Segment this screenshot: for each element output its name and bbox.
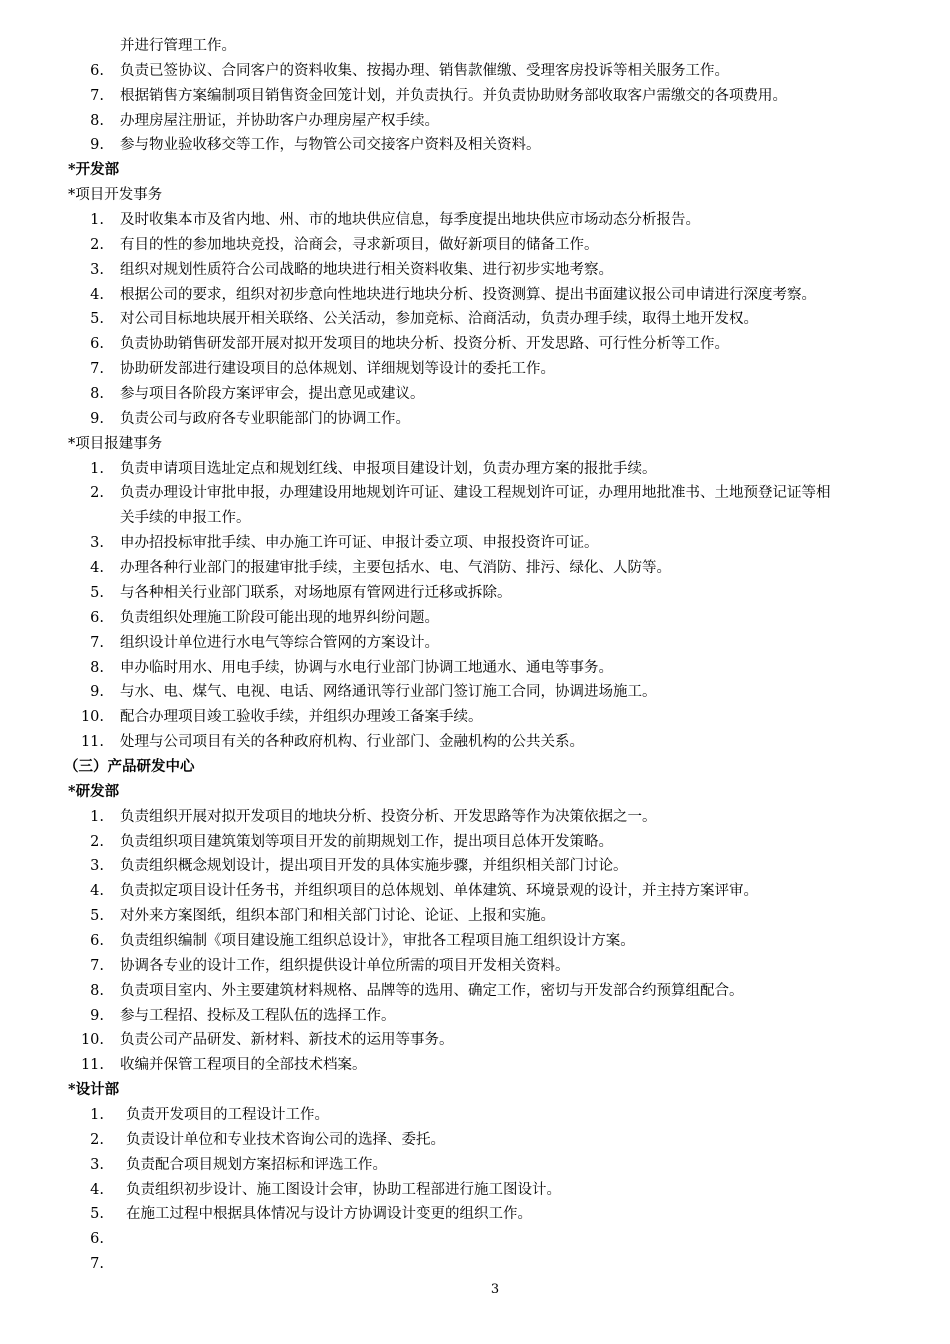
list-item-text: 负责组织编制《项目建设施工组织总设计》，审批各工程项目施工组织设计方案。	[120, 933, 635, 949]
list-item	[0, 906, 950, 926]
continuation-text: 并进行管理工作。	[120, 38, 236, 54]
list-item-text: 办理房屋注册证，并协助客户办理房屋产权手续。	[120, 113, 439, 129]
list-item-text: 组织对规划性质符合公司战略的地块进行相关资料收集、进行初步实地考察。	[120, 262, 613, 278]
list-item-number: 3.	[90, 535, 104, 551]
list-item-text: 负责申请项目选址定点和规划红线、申报项目建设计划，负责办理方案的报批手续。	[120, 461, 657, 477]
list-item-number: 5.	[90, 1206, 104, 1222]
list-item-number: 5.	[90, 311, 104, 327]
list-item	[0, 210, 950, 230]
list-item-number: 1.	[90, 809, 104, 825]
list-item-number: 10.	[80, 709, 104, 725]
list-item-number: 2.	[90, 237, 104, 253]
list-item-number: 7.	[90, 635, 104, 651]
list-item-text: 协调各专业的设计工作，组织提供设计单位所需的项目开发相关资料。	[120, 958, 570, 974]
list-item-text: 负责项目室内、外主要建筑材料规格、品牌等的选用、确定工作，密切与开发部合约预算组配合。	[120, 983, 744, 999]
list-item	[0, 235, 950, 255]
list-item	[0, 633, 950, 653]
list-item-text: 及时收集本市及省内地、州、市的地块供应信息，每季度提出地块供应市场动态分析报告。	[120, 212, 700, 228]
list-item-number: 4.	[90, 883, 104, 899]
list-item-number: 3.	[90, 1157, 104, 1173]
list-item-text: 处理与公司项目有关的各种政府机构、行业部门、金融机构的公共关系。	[120, 734, 584, 750]
list-item-text: 负责组织项目建筑策划等项目开发的前期规划工作，提出项目总体开发策略。	[120, 834, 613, 850]
section-heading-design	[0, 1080, 950, 1100]
list-item-number: 8.	[90, 983, 104, 999]
list-item-number: 10.	[80, 1032, 104, 1048]
list-item	[0, 881, 950, 901]
page-number: 3	[490, 1282, 500, 1297]
list-item	[0, 111, 950, 131]
list-item-text: 负责公司与政府各专业职能部门的协调工作。	[120, 411, 410, 427]
list-item-number: 1.	[90, 1107, 104, 1123]
list-item-text: 负责协助销售研发部开展对拟开发项目的地块分析、投资分析、开发思路、可行性分析等工作。	[120, 336, 729, 352]
list-item-text: 与各种相关行业部门联系，对场地原有管网进行迁移或拆除。	[120, 585, 512, 601]
list-item-text: 与水、电、煤气、电视、电话、网络通讯等行业部门签订施工合同，协调进场施工。	[120, 684, 657, 700]
list-item-number: 1.	[90, 461, 104, 477]
section-heading-rd-center-text: （三）产品研发中心	[64, 758, 195, 775]
subsection-project-dev	[0, 185, 950, 205]
list-item-number: 7.	[90, 958, 104, 974]
list-item	[0, 583, 950, 603]
list-item-text: 负责组织处理施工阶段可能出现的地界纠纷问题。	[120, 610, 439, 626]
list-item	[0, 533, 950, 553]
list-item	[0, 956, 950, 976]
list-item	[0, 1055, 950, 1075]
list-item	[0, 658, 950, 678]
subsection-project-dev-text: *项目开发事务	[68, 187, 163, 203]
subsection-project-report-text: *项目报建事务	[68, 436, 163, 452]
list-item-number: 11.	[80, 734, 104, 750]
list-item-text: 组织设计单位进行水电气等综合管网的方案设计。	[120, 635, 439, 651]
list-item	[0, 334, 950, 354]
section-heading-dev	[0, 160, 950, 180]
list-item-text: 负责开发项目的工程设计工作。	[126, 1107, 329, 1123]
list-item-text: 负责拟定项目设计任务书，并组织项目的总体规划、单体建筑、环境景观的设计，并主持方案评审。	[120, 883, 758, 899]
list-item	[0, 1105, 950, 1125]
list-item-text: 申办临时用水、用电手续，协调与水电行业部门协调工地通水、通电等事务。	[120, 660, 613, 676]
list-item	[0, 1030, 950, 1050]
section-heading-rd-center	[0, 757, 950, 777]
list-item-number: 4.	[90, 560, 104, 576]
list-item-text: 参与项目各阶段方案评审会，提出意见或建议。	[120, 386, 425, 402]
list-item	[0, 931, 950, 951]
list-item-number: 7.	[90, 361, 104, 377]
list-item-text: 收编并保管工程项目的全部技术档案。	[120, 1057, 367, 1073]
continuation-line	[0, 36, 950, 56]
list-item-number: 2.	[90, 485, 104, 501]
list-item-text: 在施工过程中根据具体情况与设计方协调设计变更的组织工作。	[126, 1206, 532, 1222]
list-item	[0, 86, 950, 106]
list-item-text: 配合办理项目竣工验收手续，并组织办理竣工备案手续。	[120, 709, 483, 725]
list-item	[0, 384, 950, 404]
list-item	[0, 1155, 950, 1175]
list-item	[0, 682, 950, 702]
list-item	[0, 1006, 950, 1026]
list-item-text: 根据公司的要求，组织对初步意向性地块进行地块分析、投资测算、提出书面建议报公司申请进行深度考察。	[120, 287, 816, 303]
list-item-text: 负责配合项目规划方案招标和评选工作。	[126, 1157, 387, 1173]
section-heading-rd	[0, 782, 950, 802]
list-item	[0, 832, 950, 852]
list-item-text: 关手续的申报工作。	[120, 510, 251, 526]
list-item-number: 11.	[80, 1057, 104, 1073]
list-item	[0, 1229, 950, 1249]
list-item	[0, 359, 950, 379]
list-item-text: 负责公司产品研发、新材料、新技术的运用等事务。	[120, 1032, 454, 1048]
list-item-text: 负责组织开展对拟开发项目的地块分析、投资分析、开发思路等作为决策依据之一。	[120, 809, 657, 825]
list-item	[0, 409, 950, 429]
list-item-text: 参与物业验收移交等工作，与物管公司交接客户资料及相关资料。	[120, 137, 541, 153]
list-item	[0, 981, 950, 1001]
list-item-text: 负责已签协议、合同客户的资料收集、按揭办理、销售款催缴、受理客房投诉等相关服务工作。	[120, 63, 729, 79]
list-item-number: 6.	[90, 63, 104, 79]
subsection-project-report	[0, 434, 950, 454]
list-item	[0, 1180, 950, 1200]
list-item-number: 9.	[90, 137, 104, 153]
list-item-number: 4.	[90, 1182, 104, 1198]
list-item-number: 3.	[90, 262, 104, 278]
list-item-text: 根据销售方案编制项目销售资金回笼计划，并负责执行。并负责协助财务部收取客户需缴交的各项费用。	[120, 88, 787, 104]
list-item	[0, 707, 950, 727]
list-item-text: 对外来方案图纸，组织本部门和相关部门讨论、论证、上报和实施。	[120, 908, 555, 924]
list-item-number: 3.	[90, 858, 104, 874]
list-item-continuation	[0, 508, 950, 528]
list-item	[0, 1254, 950, 1274]
list-item-text: 负责设计单位和专业技术咨询公司的选择、委托。	[126, 1132, 445, 1148]
list-item-number: 6.	[90, 610, 104, 626]
list-item-text: 负责办理设计审批申报，办理建设用地规划许可证、建设工程规划许可证，办理用地批准书、土地预登记证等相	[120, 485, 831, 501]
list-item	[0, 608, 950, 628]
list-item-number: 5.	[90, 908, 104, 924]
list-item	[0, 260, 950, 280]
list-item	[0, 856, 950, 876]
list-item-number: 7.	[90, 1256, 104, 1272]
list-item-number: 7.	[90, 88, 104, 104]
list-item-text: 负责组织概念规划设计，提出项目开发的具体实施步骤，并组织相关部门讨论。	[120, 858, 628, 874]
list-item-number: 6.	[90, 933, 104, 949]
list-item-number: 6.	[90, 1231, 104, 1247]
list-item	[0, 135, 950, 155]
list-item-number: 5.	[90, 585, 104, 601]
list-item-number: 8.	[90, 660, 104, 676]
list-item	[0, 1130, 950, 1150]
list-item-text: 对公司目标地块展开相关联络、公关活动，参加竞标、洽商活动，负责办理手续，取得土地开发权。	[120, 311, 758, 327]
list-item-text: 有目的性的参加地块竞投，洽商会，寻求新项目，做好新项目的储备工作。	[120, 237, 599, 253]
list-item-text: 参与工程招、投标及工程队伍的选择工作。	[120, 1008, 396, 1024]
list-item-number: 2.	[90, 834, 104, 850]
list-item	[0, 61, 950, 81]
list-item-number: 1.	[90, 212, 104, 228]
list-item-number: 6.	[90, 336, 104, 352]
list-item	[0, 1204, 950, 1224]
list-item-number: 8.	[90, 386, 104, 402]
section-heading-design-text: *设计部	[68, 1081, 120, 1098]
list-item	[0, 285, 950, 305]
list-item-number: 9.	[90, 411, 104, 427]
list-item-number: 2.	[90, 1132, 104, 1148]
list-item-text: 办理各种行业部门的报建审批手续，主要包括水、电、气消防、排污、绿化、人防等。	[120, 560, 671, 576]
list-item	[0, 459, 950, 479]
section-heading-rd-text: *研发部	[68, 783, 120, 800]
list-item-number: 9.	[90, 1008, 104, 1024]
section-heading-dev-text: *开发部	[68, 161, 120, 178]
list-item	[0, 807, 950, 827]
list-item-number: 4.	[90, 287, 104, 303]
list-item-number: 8.	[90, 113, 104, 129]
list-item	[0, 309, 950, 329]
list-item-text: 负责组织初步设计、施工图设计会审，协助工程部进行施工图设计。	[126, 1182, 561, 1198]
list-item-text: 申办招投标审批手续、申办施工许可证、申报计委立项、申报投资许可证。	[120, 535, 599, 551]
list-item	[0, 732, 950, 752]
list-item	[0, 483, 950, 503]
list-item-text: 协助研发部进行建设项目的总体规划、详细规划等设计的委托工作。	[120, 361, 555, 377]
list-item	[0, 558, 950, 578]
list-item-number: 9.	[90, 684, 104, 700]
